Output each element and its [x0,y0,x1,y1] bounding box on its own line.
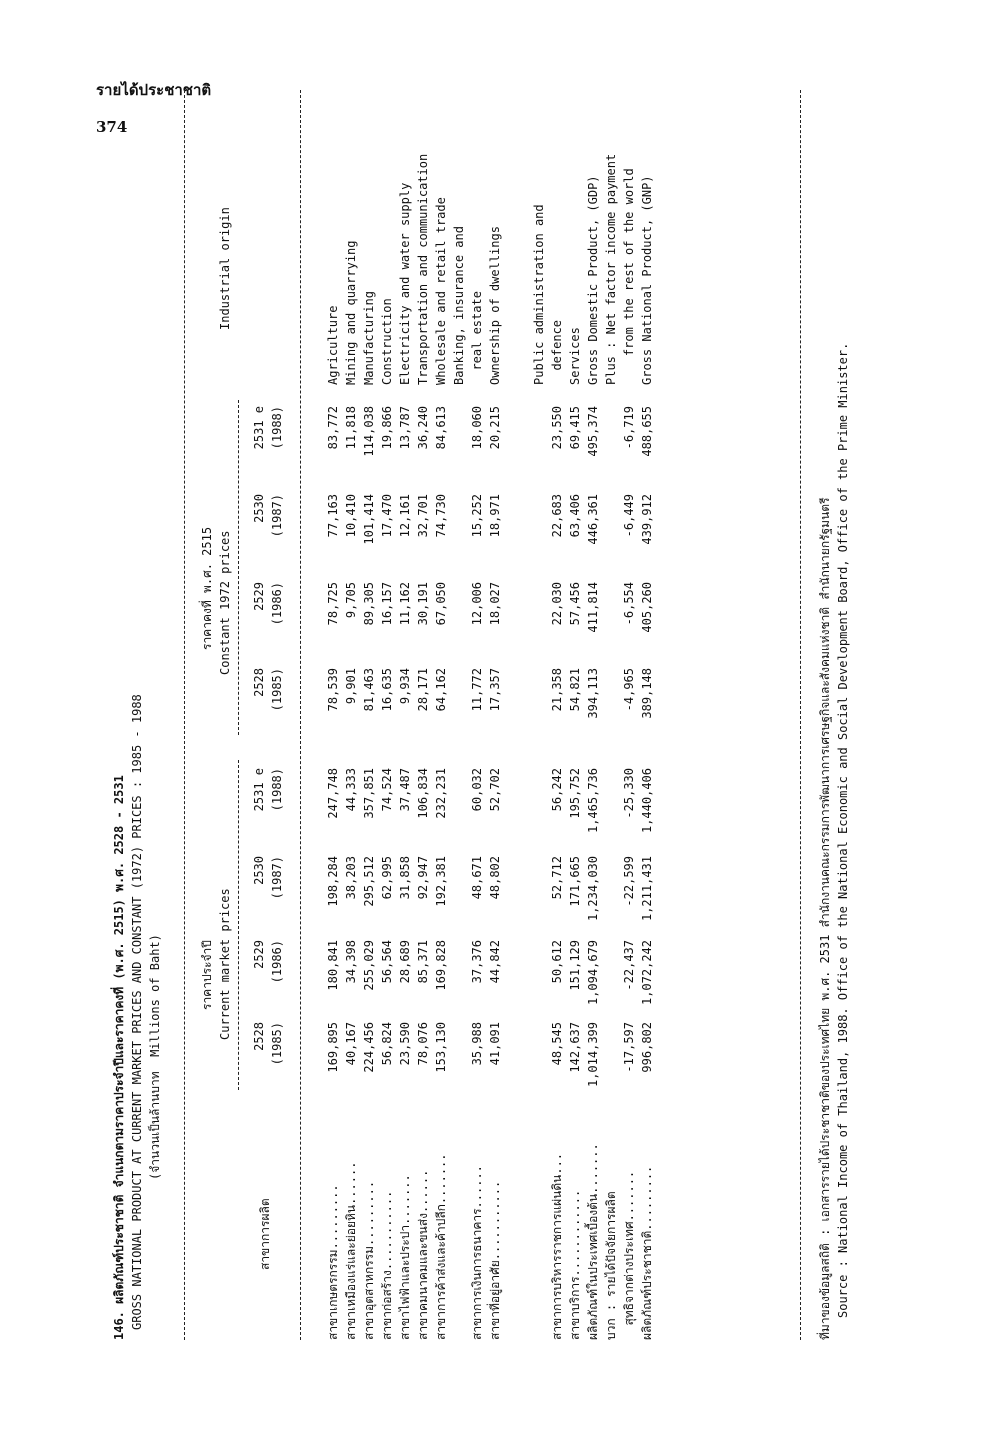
table-cell: 85,371 [416,940,430,984]
year-header-ce: (1985) [270,1022,284,1066]
table-cell: 169,895 [326,1022,340,1073]
year-header-be: 2528 [252,668,266,697]
table-cell: 83,772 [326,406,340,450]
table-cell: 74,730 [434,494,448,538]
year-header-ce: (1985) [270,668,284,712]
table-cell: 77,163 [326,494,340,538]
table-cell: 74,524 [380,768,394,812]
row-label-th: สาขาอุตสาหกรรม......... [362,1180,376,1340]
rule-constant [238,400,239,735]
table-cell: 19,866 [380,406,394,450]
table-cell: 488,655 [640,406,654,457]
row-label-th: ผลิตภัณฑ์ในประเทศเบื้องต้น....... [586,1143,600,1340]
year-header-be: 2531 e [252,406,266,450]
table-cell: 44,842 [488,940,502,984]
current-group-en: Current market prices [218,888,232,1040]
table-cell: 56,564 [380,940,394,984]
table-cell: 31,858 [398,856,412,900]
table-cell: 446,361 [586,494,600,545]
year-header-be: 2528 [252,1022,266,1051]
year-header-be: 2529 [252,582,266,611]
source-en: Source : National Income of Thailand, 1988. Office of the National Economic and Social Development Board, Office of the Prime Minister. [836,342,850,1318]
row-label-en: Public administration and [532,204,546,385]
table-cell: 114,038 [362,406,376,457]
table-cell: 63,406 [568,494,582,538]
row-label-en: Manufacturing [362,291,376,385]
rule-header-bottom [300,90,301,1340]
page-number: 374 [96,118,128,136]
year-header-be: 2530 [252,494,266,523]
table-cell: 12,006 [470,582,484,626]
rule-top [184,90,185,1340]
row-label-th: สาขาเกษตรกรรม......... [326,1184,340,1340]
row-label-en: Wholesale and retail trade [434,197,448,385]
table-cell: 9,901 [344,668,358,705]
table-cell: 1,072,242 [640,940,654,1006]
table-cell: 52,712 [550,856,564,900]
row-label-en: Agriculture [326,305,340,385]
table-cell: -25,330 [622,768,636,819]
year-header-be: 2529 [252,940,266,969]
table-cell: 101,414 [362,494,376,545]
table-cell: 495,374 [586,406,600,457]
table-cell: 89,305 [362,582,376,626]
table-title-en: GROSS NATIONAL PRODUCT AT CURRENT MARKET PRICES AND CONSTANT (1972) PRICES : 1985 - 1988 [130,694,144,1330]
table-cell: 22,030 [550,582,564,626]
table-cell: 81,463 [362,668,376,712]
table-cell: -6,449 [622,494,636,538]
table-cell: 21,358 [550,668,564,712]
row-label-en: Mining and quarrying [344,240,358,385]
table-cell: 78,725 [326,582,340,626]
year-header-be: 2530 [252,856,266,885]
table-cell: 92,947 [416,856,430,900]
table-cell: 171,665 [568,856,582,907]
table-cell: 232,231 [434,768,448,819]
table-cell: 67,050 [434,582,448,626]
table-cell: 1,014,399 [586,1022,600,1088]
table-cell: 48,802 [488,856,502,900]
table-cell: 1,211,431 [640,856,654,922]
table-cell: 195,752 [568,768,582,819]
table-cell: 23,590 [398,1022,412,1066]
table-cell: 44,333 [344,768,358,812]
table-cell: 17,357 [488,668,502,712]
table-cell: 357,851 [362,768,376,819]
row-label-th: ผลิตภัณฑ์ประชาชาติ......... [640,1165,654,1340]
table-cell: 62,995 [380,856,394,900]
row-label-en: Gross National Product, (GNP) [640,175,654,385]
table-cell: 41,091 [488,1022,502,1066]
year-header-ce: (1988) [270,768,284,812]
row-label-th: สาขาการเงินการธนาคาร...... [470,1165,484,1340]
table-cell: 38,203 [344,856,358,900]
table-cell: 84,613 [434,406,448,450]
table-cell: 32,701 [416,494,430,538]
table-cell: 37,376 [470,940,484,984]
table-cell: 192,381 [434,856,448,907]
table-cell: 255,029 [362,940,376,991]
table-cell: 69,415 [568,406,582,450]
row-label-th: สาขาเหมืองแร่และย่อยหิน...... [344,1161,358,1340]
table-cell: 12,161 [398,494,412,538]
table-cell: 48,671 [470,856,484,900]
table-cell: 18,971 [488,494,502,538]
table-title-th: 146. ผลิตภัณฑ์ประชาชาติ จำแนกตามราคาประจำปีและราคาคงที่ (พ.ศ. 2515) พ.ศ. 2528 - 2531 [112,775,126,1340]
row-label-th: สาขาไฟฟ้าและประปา....... [398,1174,412,1340]
table-cell: -4,965 [622,668,636,712]
table-cell: 11,772 [470,668,484,712]
table-cell: 34,398 [344,940,358,984]
running-header: รายได้ประชาชาติ [96,81,212,99]
table-cell: 439,912 [640,494,654,545]
row-label-en: real estate [470,291,484,385]
table-cell: 30,191 [416,582,430,626]
table-cell: 169,828 [434,940,448,991]
row-label-en: Electricity and water supply [398,182,412,385]
table-cell: 295,512 [362,856,376,907]
table-cell: 18,060 [470,406,484,450]
constant-group-en: Constant 1972 prices [218,530,232,675]
rule-current [238,760,239,1090]
table-cell: 198,284 [326,856,340,907]
row-label-th: สาขาก่อสร้าง........... [380,1190,394,1340]
row-label-th: สาขาการค้าส่งและค้าปลีก....... [434,1153,448,1340]
table-cell: 389,148 [640,668,654,719]
year-header-ce: (1987) [270,856,284,900]
table-cell: 48,545 [550,1022,564,1066]
row-label-th: สาขาคมนาคมและขนส่ง...... [416,1169,430,1340]
year-header-ce: (1988) [270,406,284,450]
table-cell: 50,612 [550,940,564,984]
table-cell: 57,456 [568,582,582,626]
table-cell: 1,094,679 [586,940,600,1006]
table-cell: 15,252 [470,494,484,538]
table-cell: 11,818 [344,406,358,450]
table-cell: 56,824 [380,1022,394,1066]
table-cell: 18,027 [488,582,502,626]
table-cell: 78,539 [326,668,340,712]
table-cell: 36,240 [416,406,430,450]
table-cell: -17,597 [622,1022,636,1073]
year-header-ce: (1986) [270,582,284,626]
table-cell: 153,130 [434,1022,448,1073]
table-cell: 1,465,736 [586,768,600,834]
table-cell: 106,834 [416,768,430,819]
table-cell: 60,032 [470,768,484,812]
row-label-th: สาขาบริการ............ [568,1189,582,1340]
table-cell: 9,934 [398,668,412,705]
rotated-table-page [110,40,890,1340]
col-origin-en: Industrial origin [218,207,232,330]
table-cell: 180,841 [326,940,340,991]
table-cell: -22,437 [622,940,636,991]
constant-group-th: ราคาคงที่ พ.ศ. 2515 [200,526,214,650]
row-label-th: สาขาการบริหารราชการแผ่นดิน... [550,1152,564,1340]
row-label-en: Banking, insurance and [452,226,466,385]
table-cell: 37,487 [398,768,412,812]
table-cell: 23,550 [550,406,564,450]
year-header-be: 2531 e [252,768,266,812]
table-cell: 16,157 [380,582,394,626]
row-label-en: Plus : Net factor income payment [604,153,618,385]
row-label-th: สุทธิจากต่างประเทศ....... [622,1170,636,1340]
table-cell: 54,821 [568,668,582,712]
table-cell: 151,129 [568,940,582,991]
table-cell: 247,748 [326,768,340,819]
table-cell: 52,702 [488,768,502,812]
table-cell: 1,440,406 [640,768,654,834]
row-label-en: Construction [380,298,394,385]
table-cell: -22,599 [622,856,636,907]
table-cell: 9,705 [344,582,358,619]
rule-bottom [800,90,801,1340]
row-label-th: สาขาที่อยู่อาศัย........... [488,1180,502,1340]
table-units: (จำนวนเป็นล้านบาท Millions of Baht) [148,934,162,1180]
current-group-th: ราคาประจำปี [200,940,214,1010]
table-cell: 22,683 [550,494,564,538]
table-cell: 11,162 [398,582,412,626]
table-cell: -6,719 [622,406,636,450]
row-label-en: defence [550,319,564,385]
table-cell: 394,113 [586,668,600,719]
row-label-th: บวก : รายได้ปัจจัยการผลิต [604,1191,618,1340]
table-cell: 28,171 [416,668,430,712]
table-cell: 20,215 [488,406,502,450]
table-cell: 996,802 [640,1022,654,1073]
table-cell: 10,410 [344,494,358,538]
row-label-en: from the rest of the world [622,168,636,385]
table-cell: 411,814 [586,582,600,633]
table-cell: 56,242 [550,768,564,812]
row-label-en: Gross Domestic Product, (GDP) [586,175,600,385]
table-cell: 1,234,030 [586,856,600,922]
row-label-en: Services [568,327,582,385]
table-cell: 13,787 [398,406,412,450]
table-cell: 17,470 [380,494,394,538]
year-header-ce: (1986) [270,940,284,984]
table-cell: -6,554 [622,582,636,626]
table-cell: 142,637 [568,1022,582,1073]
table-cell: 64,162 [434,668,448,712]
year-header-ce: (1987) [270,494,284,538]
col-origin-th: สาขาการผลิต [258,1198,272,1270]
row-label-en: Transportation and communication [416,153,430,385]
table-cell: 16,635 [380,668,394,712]
table-cell: 40,167 [344,1022,358,1066]
table-cell: 78,076 [416,1022,430,1066]
row-label-en: Ownership of dwellings [488,226,502,385]
table-cell: 28,689 [398,940,412,984]
table-cell: 35,988 [470,1022,484,1066]
table-cell: 224,456 [362,1022,376,1073]
table-cell: 405,260 [640,582,654,633]
source-th: ที่มาของข้อมูลสถิติ : เอกสารรายได้ประชาชาติของประเทศไทย พ.ศ. 2531 สำนักงานคณะกรรมการพัฒนาการเศรษฐกิจและสังคมแห่งชาติ สำนักนายกรัฐมนตรี [818,497,832,1340]
